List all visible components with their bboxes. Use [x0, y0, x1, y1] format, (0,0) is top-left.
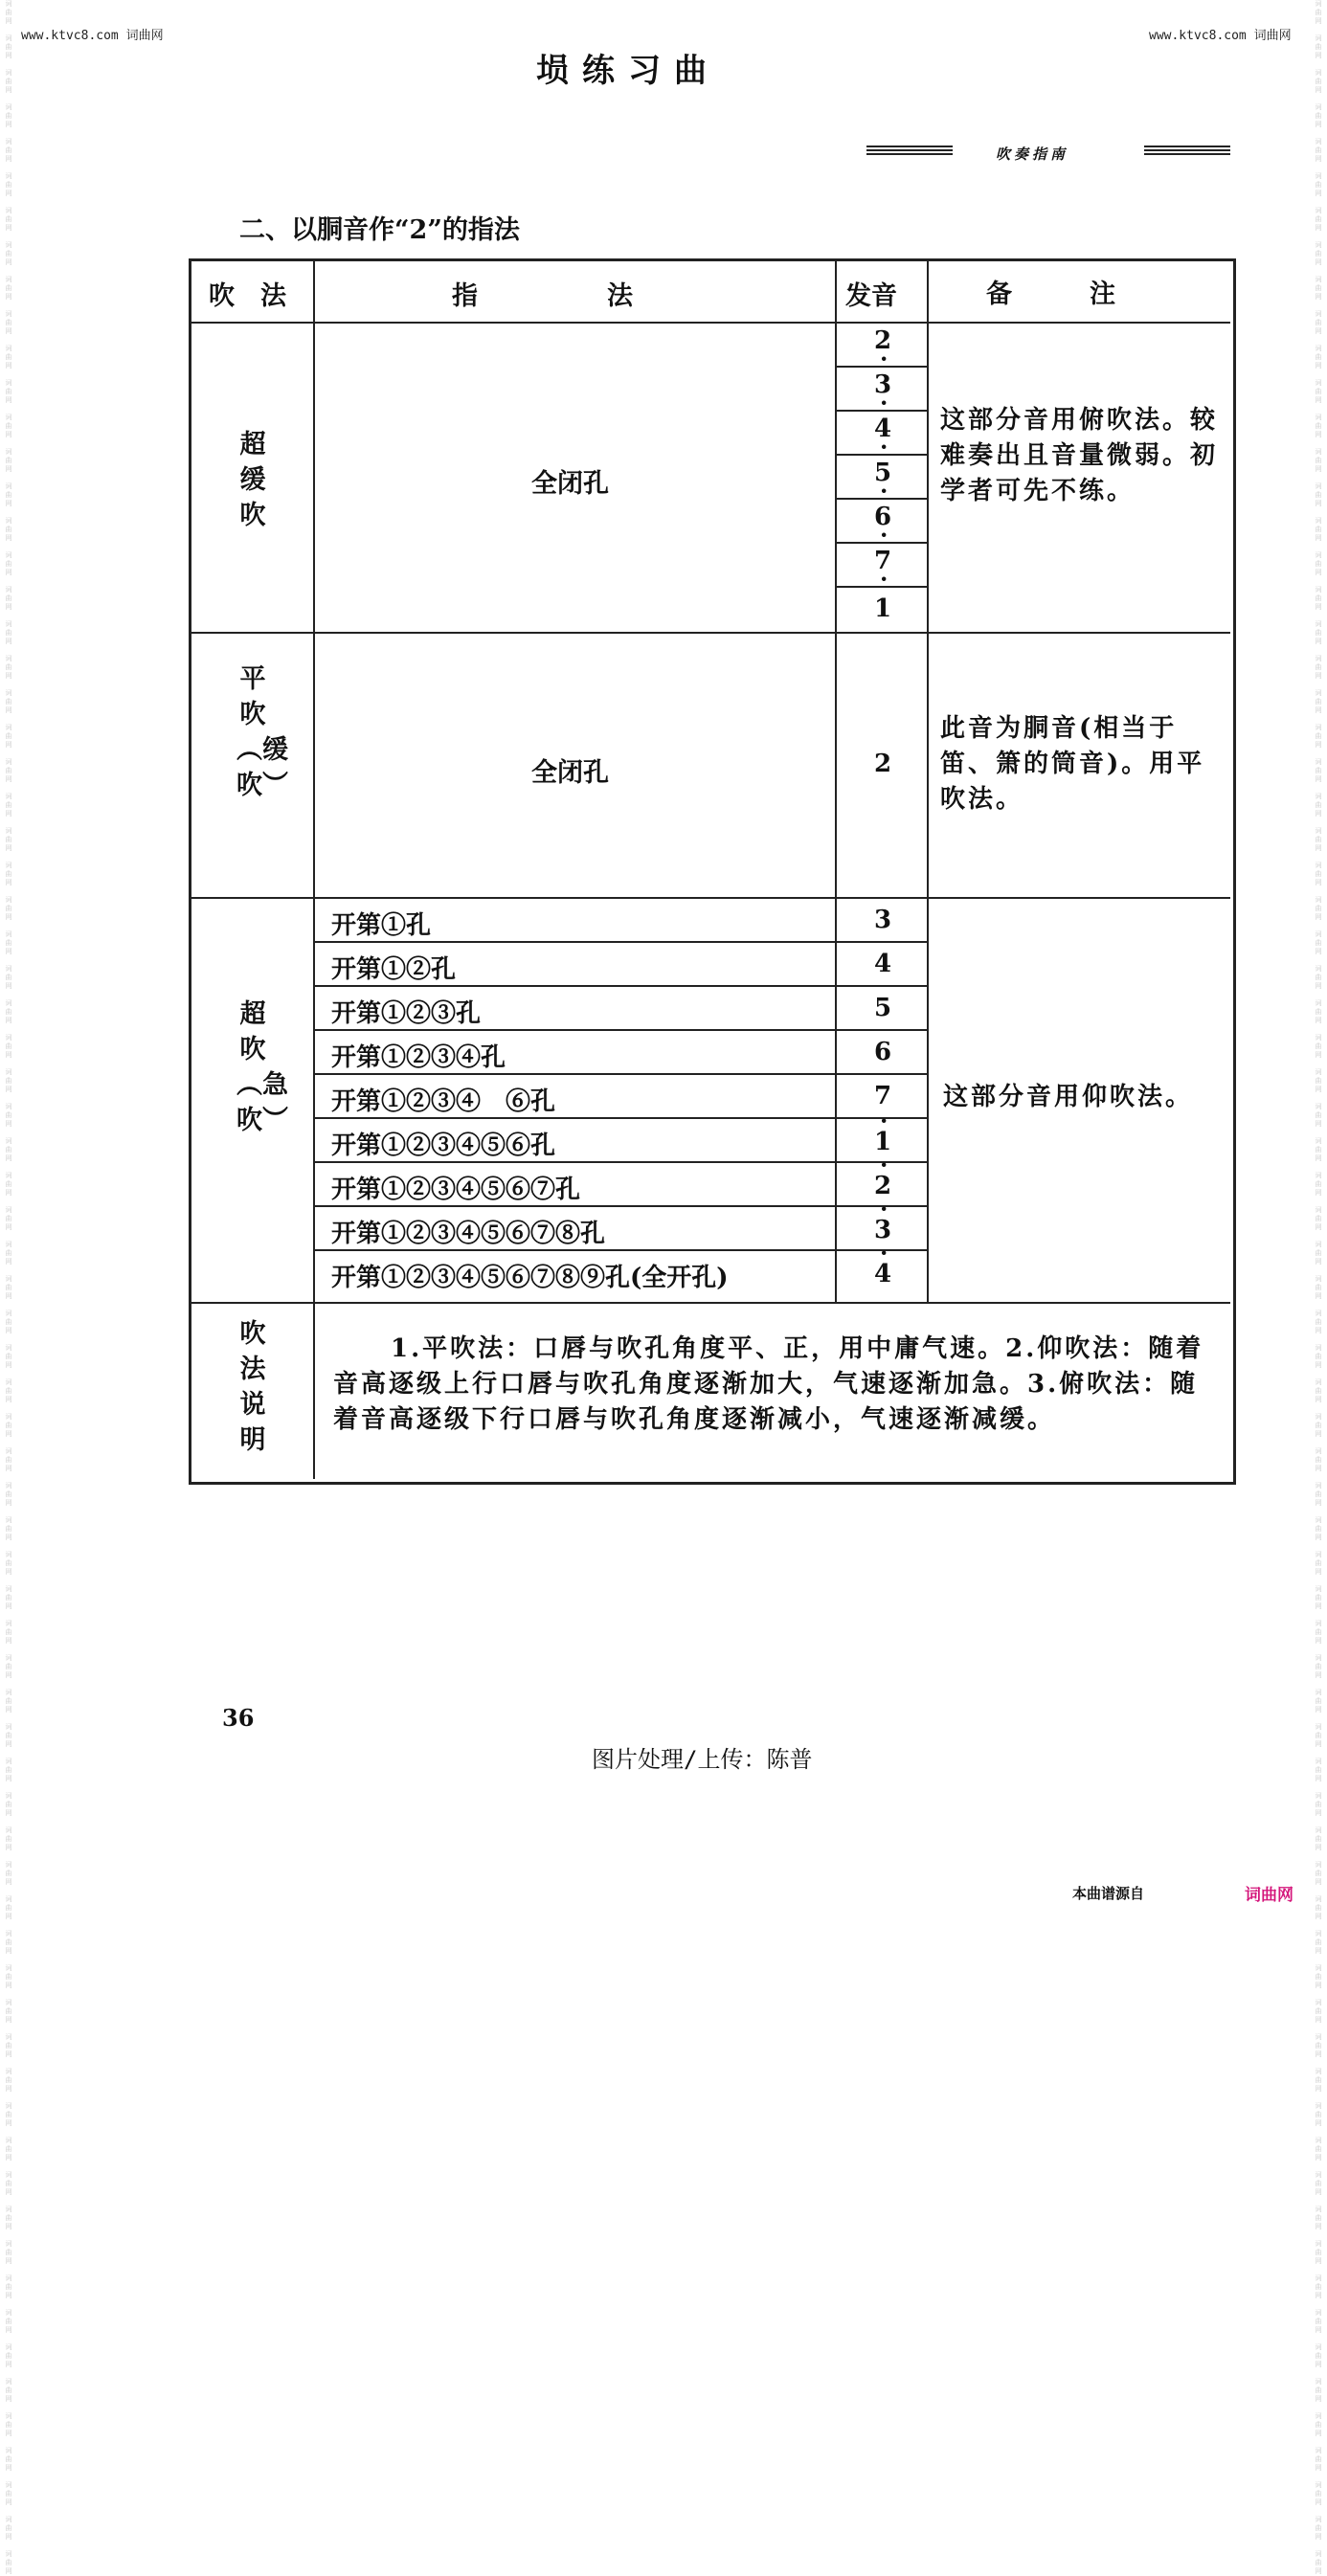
right-watermark-strip: 词 曲 网 词 曲 网 词 曲 网 词 曲 网 词 曲 网 词 曲 网 词 曲 网 词 曲 网 词 曲 网 词 曲 网 词 曲 网 词 曲 网 词 曲 网 词 曲 网 词 曲 网 词 曲 网 词 曲 网 词 曲 网 词 曲 网 词 曲 网 词 曲 网 词 曲 网 词 曲 网 词 曲 网 词 曲 网 词 曲 网 词 曲 网 词 曲 网 词 曲 网 词 曲 网 词 曲 网 词 曲 网 词 曲 网 词 曲 网 词 曲 网 词 曲 网 词 曲 网 词 曲 网 词 曲 网 词 曲 网 词 曲 网 词 曲 网 词 曲 网 词 曲 网 词 曲 网 词 曲 网 词 曲 网 词 曲 网 词 曲 网 词 曲 网 词 曲 网 词 曲 网 词 曲 网 词 曲 网 词 曲 网 词 曲 网 词 曲 网 词 曲 网 词 曲 网 词 曲 网 词 曲 网 词 曲 网 词 曲 网 词 曲 网 词 曲 网 词 曲 网 词 曲 网 词 曲 网 词 曲 网 词 曲 网 词 曲 网 词 曲 网 词 曲 网 词 曲 网 词 曲 网 [1315, 0, 1322, 2575]
fingering-row: 开第①②③④ ⑥孔 [331, 1087, 556, 1116]
group-label-flat: 平吹︵缓吹︶ [236, 664, 288, 800]
row-divider [313, 1205, 929, 1207]
note-super: 这部分音用仰吹法。 [943, 1083, 1194, 1111]
header-fingering: 指 法 [452, 281, 633, 311]
upload-credit: 图片处理/上传：陈普 [592, 1746, 813, 1773]
row-divider [191, 1302, 1230, 1304]
fingering-row: 开第①孔 [331, 911, 432, 940]
section-title: 二、以胴音作“2”的指法 [239, 215, 520, 245]
pitch-cell: 2 · [837, 326, 929, 355]
page-number: 36 [222, 1704, 255, 1732]
fingering-row: 开第①②孔 [331, 955, 457, 984]
fingering-row: 开第①②③④⑤⑥⑦⑧⑨孔(全开孔) [331, 1264, 729, 1292]
group-label-super-slow: 超缓吹 [239, 430, 266, 530]
fingering-table [189, 258, 1236, 1485]
header-blow: 吹 法 [209, 281, 286, 311]
note-super-slow: 这部分音用俯吹法。较难奏出且音量微弱。初学者可先不练。 [940, 406, 1219, 505]
site-label-left: www.ktvc8.com 词曲网 [21, 29, 164, 43]
header-pitch: 发音 [845, 281, 897, 311]
group-label-super: 超吹︵急吹︶ [236, 999, 288, 1135]
row-divider [313, 1117, 929, 1119]
explanation-text: 1.平吹法：口唇与吹孔角度平、正，用中庸气速。2.仰吹法：随着音高逐级上行口唇与吹孔角度逐渐加大，气速逐渐加急。3.俯吹法：随着音高逐级下行口唇与吹孔角度逐渐减小，气速逐渐减缓。 [333, 1334, 1204, 1434]
pitch-cell: · 4 [837, 1260, 929, 1288]
row-divider [191, 322, 1230, 324]
fingering-all-closed: 全闭孔 [531, 469, 609, 499]
pitch-cell: 3 · [837, 370, 929, 399]
column-divider [313, 261, 315, 1479]
fingering-all-closed: 全闭孔 [531, 758, 609, 788]
header-note: 备 注 [986, 280, 1115, 309]
fingering-row: 开第①②③④⑤⑥⑦⑧孔 [331, 1220, 606, 1248]
pitch-cell: · 3 [837, 1216, 929, 1244]
explanation-label: 吹法说明 [239, 1319, 266, 1455]
pitch-cell: 7 · [837, 547, 929, 575]
header-rule-right [1144, 146, 1230, 155]
fingering-row: 开第①②③④⑤⑥孔 [331, 1131, 556, 1160]
pitch-cell: 1 [873, 594, 892, 623]
note-flat: 此音为胴音(相当于笛、箫的筒音)。用平吹法。 [940, 714, 1205, 814]
row-divider [313, 1249, 929, 1251]
footer-brand[interactable]: 词曲网 [1245, 1886, 1293, 1905]
row-divider [191, 897, 1230, 899]
pitch-cell: 6 [873, 1038, 892, 1066]
header-rule-left [866, 146, 953, 155]
pitch-cell: 4 · [837, 414, 929, 443]
pitch-cell: 2 [873, 750, 892, 778]
row-divider [313, 1029, 929, 1031]
pitch-cell: 7 [873, 1082, 892, 1110]
pitch-cell: 6 · [837, 503, 929, 531]
row-divider [313, 1073, 929, 1075]
page-title: 埙练习曲 [536, 52, 720, 90]
pitch-cell: 5 [873, 994, 892, 1022]
pitch-cell: · 1 [837, 1128, 929, 1156]
row-divider [313, 1161, 929, 1163]
row-divider [313, 985, 929, 987]
pitch-cell: 3 [873, 906, 892, 934]
fingering-row: 开第①②③孔 [331, 999, 482, 1028]
row-divider [313, 941, 929, 943]
pitch-cell: · 2 [837, 1172, 929, 1200]
fingering-row: 开第①②③④⑤⑥⑦孔 [331, 1176, 581, 1204]
site-label-right: www.ktvc8.com 词曲网 [1149, 29, 1292, 43]
footer-source: 本曲谱源自 [1072, 1885, 1145, 1902]
left-watermark-strip: 词 曲 网 词 曲 网 词 曲 网 词 曲 网 词 曲 网 词 曲 网 词 曲 网 词 曲 网 词 曲 网 词 曲 网 词 曲 网 词 曲 网 词 曲 网 词 曲 网 词 曲 网 词 曲 网 词 曲 网 词 曲 网 词 曲 网 词 曲 网 词 曲 网 词 曲 网 词 曲 网 词 曲 网 词 曲 网 词 曲 网 词 曲 网 词 曲 网 词 曲 网 词 曲 网 词 曲 网 词 曲 网 词 曲 网 词 曲 网 词 曲 网 词 曲 网 词 曲 网 词 曲 网 词 曲 网 词 曲 网 词 曲 网 词 曲 网 词 曲 网 词 曲 网 词 曲 网 词 曲 网 词 曲 网 词 曲 网 词 曲 网 词 曲 网 词 曲 网 词 曲 网 词 曲 网 词 曲 网 词 曲 网 词 曲 网 词 曲 网 词 曲 网 词 曲 网 词 曲 网 词 曲 网 词 曲 网 词 曲 网 词 曲 网 词 曲 网 词 曲 网 词 曲 网 词 曲 网 词 曲 网 词 曲 网 词 曲 网 词 曲 网 词 曲 网 词 曲 网 词 曲 网 [5, 0, 12, 2575]
guide-label: 吹奏指南 [996, 146, 1069, 163]
fingering-row: 开第①②③④孔 [331, 1043, 506, 1072]
pitch-cell: 5 · [837, 459, 929, 487]
pitch-cell: 4 [873, 950, 892, 978]
row-divider [191, 632, 1230, 634]
